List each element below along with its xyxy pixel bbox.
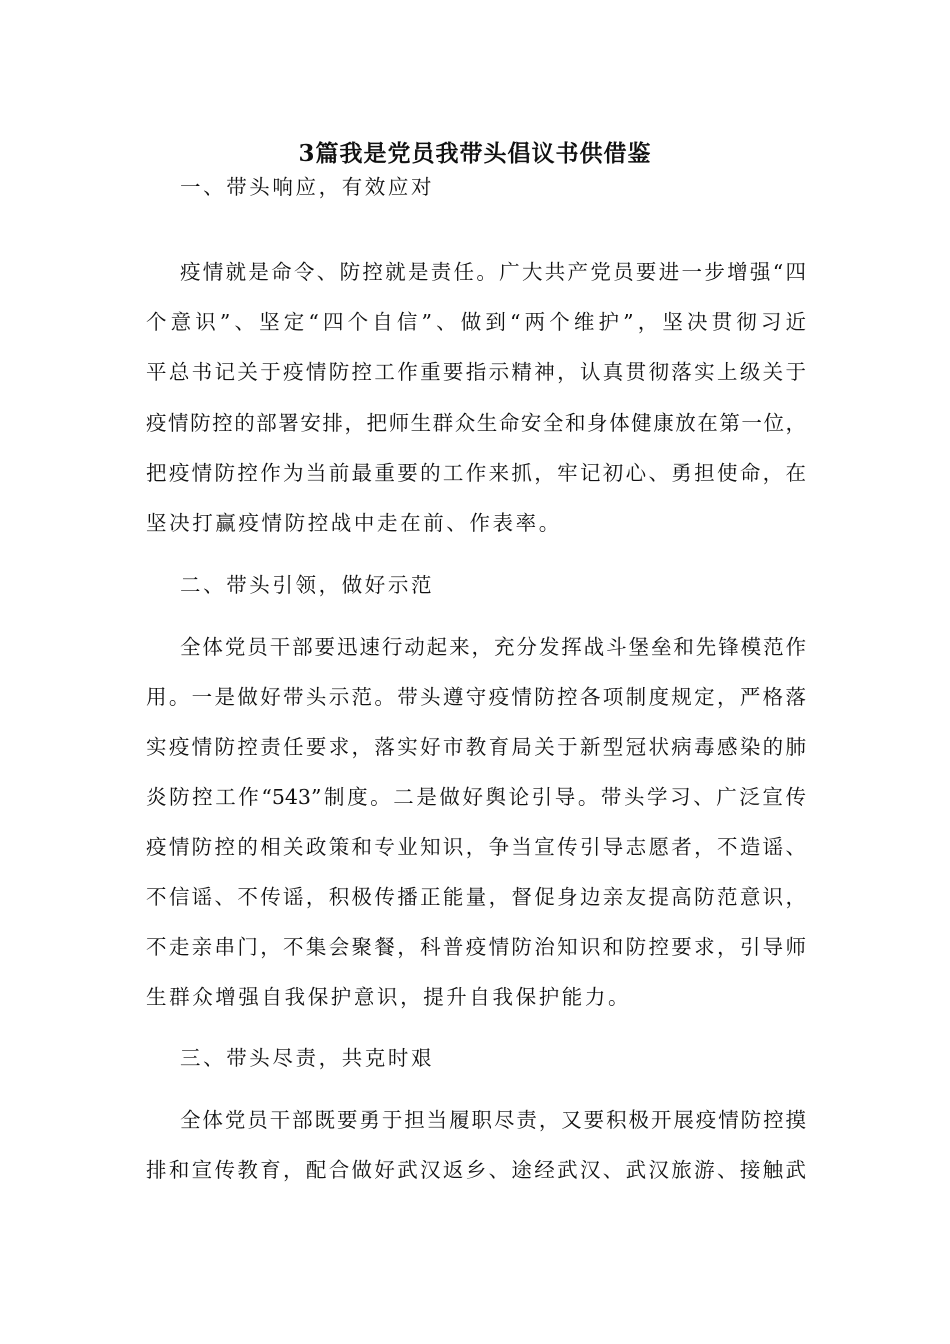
paragraph-line: 不信谣、不传谣，积极传播正能量，督促身边亲友提高防范意识，	[146, 885, 806, 909]
paragraph-line: 坚决打赢疫情防控战中走在前、作表率。	[146, 511, 562, 535]
paragraph-line: 全体党员干部既要勇于担当履职尽责，又要积极开展疫情防控摸	[180, 1108, 806, 1132]
paragraph-line: 疫情就是命令、防控就是责任。广大共产党员要进一步增强“四	[180, 260, 806, 284]
paragraph-line: 排和宣传教育，配合做好武汉返乡、途经武汉、武汉旅游、接触武	[146, 1158, 806, 1182]
paragraph-line: 全体党员干部要迅速行动起来，充分发挥战斗堡垒和先锋模范作	[180, 635, 806, 659]
paragraph-line: 实疫情防控责任要求，落实好市教育局关于新型冠状病毒感染的肺	[146, 735, 806, 759]
section-heading-1: 一、带头响应，有效应对	[180, 175, 435, 199]
paragraph-line: 平总书记关于疫情防控工作重要指示精神，认真贯彻落实上级关于	[146, 360, 806, 384]
paragraph-line: 用。一是做好带头示范。带头遵守疫情防控各项制度规定，严格落	[146, 685, 806, 709]
paragraph-line: 不走亲串门，不集会聚餐，科普疫情防治知识和防控要求，引导师	[146, 935, 806, 959]
section-heading-2: 二、带头引领，做好示范	[180, 573, 435, 597]
paragraph-line: 疫情防控的相关政策和专业知识，争当宣传引导志愿者，不造谣、	[146, 835, 806, 859]
paragraph-line: 炎防控工作“543”制度。二是做好舆论引导。带头学习、广泛宣传	[146, 785, 806, 809]
page-title: 3篇我是党员我带头倡议书供借鉴	[298, 140, 652, 167]
paragraph-line: 疫情防控的部署安排，把师生群众生命安全和身体健康放在第一位，	[146, 411, 806, 435]
section-heading-3: 三、带头尽责，共克时艰	[180, 1046, 435, 1070]
paragraph-line: 生群众增强自我保护意识，提升自我保护能力。	[146, 985, 632, 1009]
paragraph-line: 把疫情防控作为当前最重要的工作来抓，牢记初心、勇担使命，在	[146, 461, 806, 485]
paragraph-line: 个意识”、坚定“四个自信”、做到“两个维护”，坚决贯彻习近	[146, 310, 806, 334]
